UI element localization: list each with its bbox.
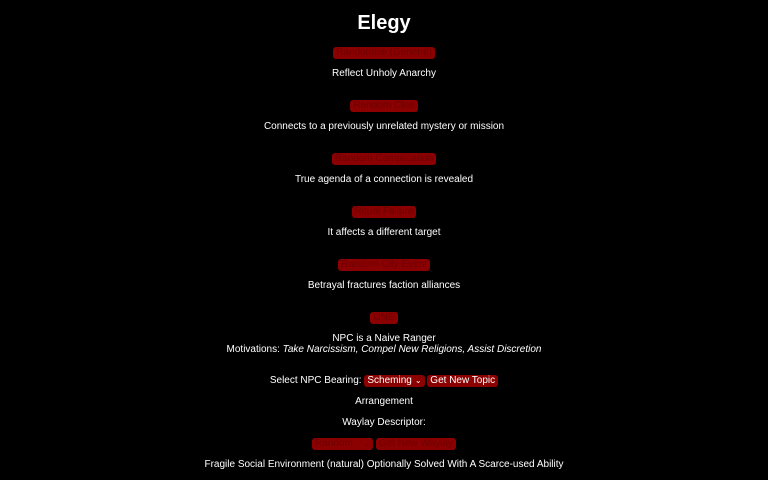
general-result: Reflect Unholy Anarchy <box>332 68 436 79</box>
waylay-selected: Random <box>315 438 353 449</box>
complication-result: True agenda of a connection is revealed <box>294 174 474 185</box>
topic-result: Arrangement <box>355 396 413 407</box>
motivations-list: Take Narcissism, Compel New Religions, Assist Discretion <box>282 344 542 355</box>
npc-description: NPC is a Naive Ranger <box>332 333 436 344</box>
chevron-down-icon: ⌄ <box>363 439 371 448</box>
bearing-select[interactable] <box>364 375 424 387</box>
city-event-result: Betrayal fractures faction alliances <box>307 280 461 291</box>
page-title: Elegy <box>357 12 411 34</box>
ritual-failure-button[interactable]: Ritual Failure <box>352 206 417 218</box>
clue-result: Connects to a previously unrelated mystery or mission <box>263 121 505 132</box>
chevron-down-icon: ⌄ <box>414 376 422 385</box>
random-complication-button[interactable]: Random Complication <box>332 153 436 165</box>
motivations-label: Motivations: <box>226 344 280 355</box>
une-button[interactable]: UNE <box>370 312 397 324</box>
get-new-topic-button[interactable]: Get New Topic <box>427 375 498 387</box>
ritual-failure-result: It affects a different target <box>327 227 441 238</box>
random-city-event-button[interactable]: Random City Event <box>338 259 430 271</box>
bearing-selected: Scheming <box>367 375 412 386</box>
get-new-waylay-button[interactable]: Get New Waylay <box>376 438 456 450</box>
bearing-label: Select NPC Bearing: <box>269 375 362 386</box>
waylay-select[interactable] <box>312 438 373 450</box>
randomize-general-button[interactable]: Randomize (General) <box>333 47 435 59</box>
waylay-result: Fragile Social Environment (natural) Optionally Solved With A Scarce-used Ability <box>204 459 564 470</box>
waylay-label: Waylay Descriptor: <box>342 417 426 428</box>
npc-motivations <box>227 344 542 356</box>
random-clue-button[interactable]: Random Clue <box>350 100 417 112</box>
